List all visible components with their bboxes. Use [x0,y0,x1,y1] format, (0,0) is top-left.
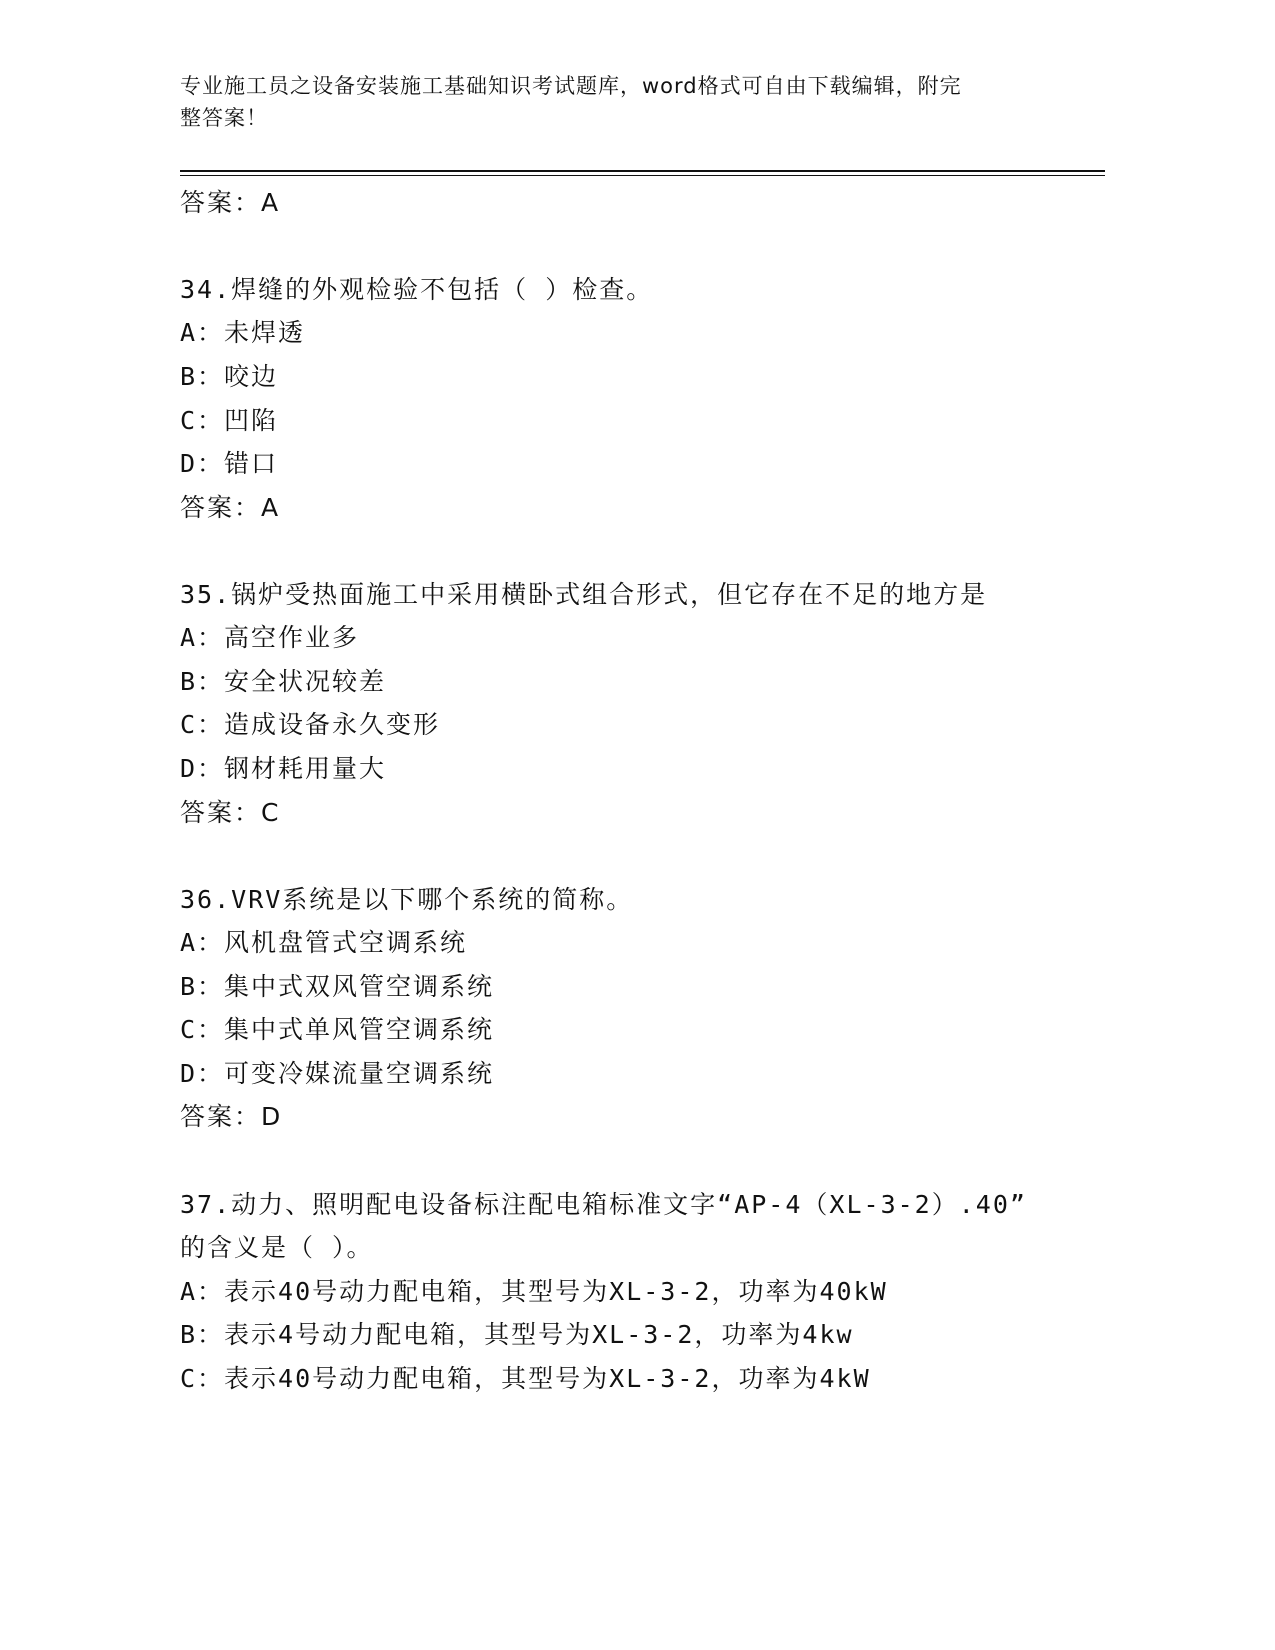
question-34-option-c: C：凹陷 [180,406,279,435]
question-35-option-c: C：造成设备永久变形 [180,710,441,739]
question-34-option-a: A：未焊透 [180,318,306,347]
question-37-option-c: C：表示40号动力配电箱，其型号为XL-3-2，功率为4kW [180,1364,871,1393]
question-34-option-d: D：错口 [180,449,279,478]
question-36-stem: 36.VRV系统是以下哪个系统的简称。 [180,885,634,914]
question-37-option-a: A：表示40号动力配电箱，其型号为XL-3-2，功率为40kW [180,1277,888,1306]
question-36-option-b: B：集中式双风管空调系统 [180,972,495,1001]
question-34-stem: 34.焊缝的外观检验不包括（ ）检查。 [180,275,654,304]
question-36-option-a: A：风机盘管式空调系统 [180,928,468,957]
answer-q35: 答案：C [180,798,281,827]
answer-q36: 答案：D [180,1102,283,1131]
header-rule-thin [180,175,1105,176]
question-35-option-b: B：安全状况较差 [180,667,387,696]
answer-q33: 答案：A [180,188,281,217]
question-36-option-d: D：可变冷媒流量空调系统 [180,1059,495,1088]
header-rule-thick [180,170,1105,172]
question-36-option-c: C：集中式单风管空调系统 [180,1015,495,1044]
question-34-option-b: B：咬边 [180,362,279,391]
question-35-option-d: D：钢材耗用量大 [180,754,387,783]
header-line-2: 整答案！ [180,106,268,130]
question-37-option-b: B：表示4号动力配电箱，其型号为XL-3-2，功率为4kw [180,1320,854,1349]
question-37-stem-line-1: 37.动力、照明配电设备标注配电箱标准文字“AP-4（XL-3-2）.40” [180,1190,1027,1219]
header-line-1: 专业施工员之设备安装施工基础知识考试题库，word格式可自由下载编辑，附完 [180,74,962,98]
document-header [180,70,1060,134]
answer-q34: 答案：A [180,493,281,522]
question-35-stem: 35.锅炉受热面施工中采用横卧式组合形式，但它存在不足的地方是 [180,580,988,609]
question-37-stem-line-2: 的含义是（ ）。 [180,1233,374,1262]
question-35-option-a: A：高空作业多 [180,623,360,652]
